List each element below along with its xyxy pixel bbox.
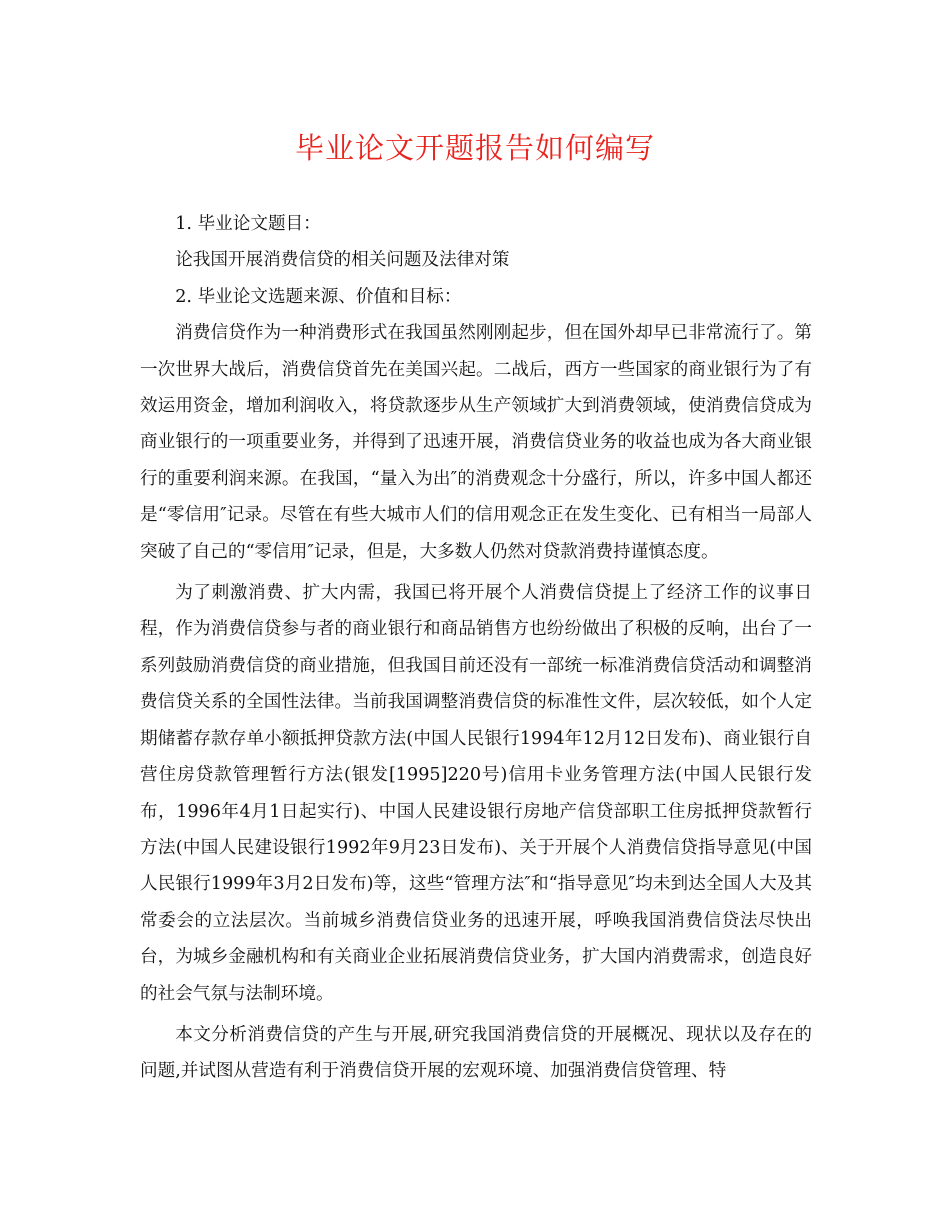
- paragraph-body-2: 为了刺激消费、扩大内需，我国已将开展个人消费信贷提上了经济工作的议事日程，作为消费信贷参与者的商业银行和商品销售方也纷纷做出了积极的反响，出台了一系列鼓励消费信贷的商业措施，但我国目前还没有一部统一标准消费信贷活动和调整消费信贷关系的全国性法律。当前我国调整消费信贷的标准性文件，层次较低，如个人定期储蓄存款存单小额抵押贷款方法(中国人民银行1994年12月12日发布)、商业银行自营住房贷款管理暂行方法(银发[1995]220号)信用卡业务管理方法(中国人民银行发布，1996年4月1日起实行)、中国人民建设银行房地产信贷部职工住房抵押贷款暂行方法(中国人民建设银行1992年9月23日发布)、关于开展个人消费信贷指导意见(中国人民银行1999年3月2日发布)等，这些“管理方法″和“指导意见″均未到达全国人大及其常委会的立法层次。当前城乡消费信贷业务的迅速开展，呼唤我国消费信贷法尽快出台，为城乡金融机构和有关商业企业拓展消费信贷业务，扩大国内消费需求，创造良好的社会气氛与法制环境。: [140, 583, 812, 1004]
- paragraph-heading-2: 2. 毕业论文选题来源、价值和目标：: [175, 286, 462, 307]
- paragraph-heading-1: 1. 毕业论文题目：: [175, 214, 321, 234]
- paragraph-body-3: 本文分析消费信贷的产生与开展,研究我国消费信贷的开展概况、现状以及存在的问题,并试图从营造有利于消费信贷开展的宏观环境、加强消费信贷管理、特: [140, 1024, 812, 1082]
- paragraph-body-1: 消费信贷作为一种消费形式在我国虽然刚刚起步，但在国外却早已非常流行了。第一次世界大战后，消费信贷首先在美国兴起。二战后，西方一些国家的商业银行为了有效运用资金，增加利润收入，将贷款逐步从生产领域扩大到消费领域，使消费信贷成为商业银行的一项重要业务，并得到了迅速开展，消费信贷业务的收益也成为各大商业银行的重要利润来源。在我国，“量入为出″的消费观念十分盛行，所以，许多中国人都还是“零信用″记录。尽管在有些大城市人们的信用观念正在发生变化、已有相当一局部人突破了自己的“零信用″记录，但是，大多数人仍然对贷款消费持谨慎态度。: [140, 323, 812, 562]
- document-body: [140, 206, 812, 1090]
- document-title: 毕业论文开题报告如何编写: [294, 131, 655, 165]
- paragraph-thesis-title: 论我国开展消费信贷的相关问题及法律对策: [175, 250, 510, 271]
